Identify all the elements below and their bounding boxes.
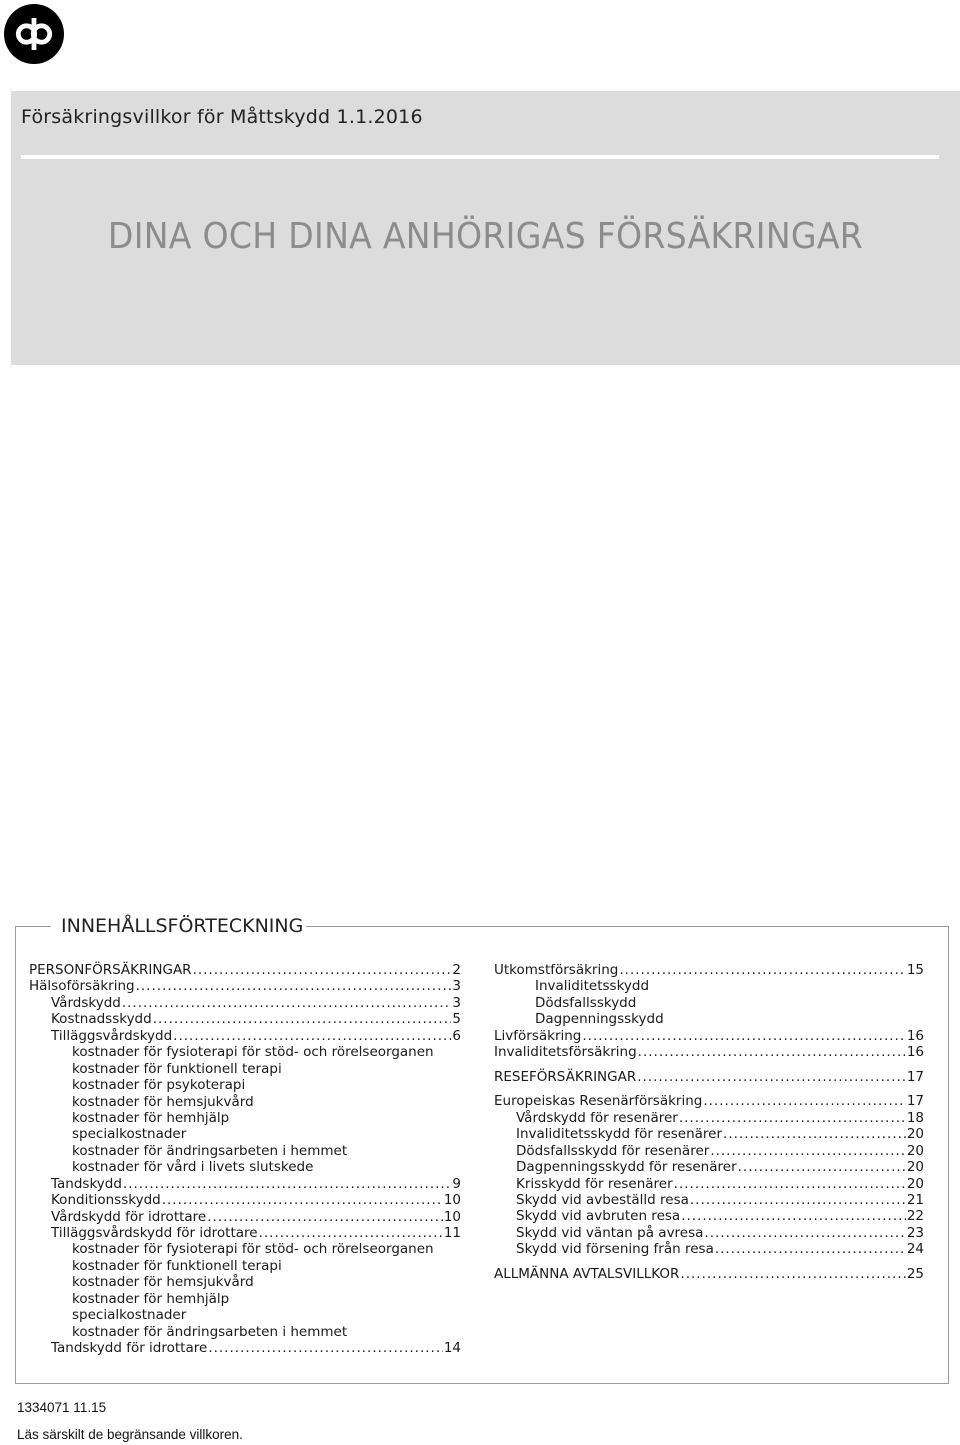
- toc-entry-label: Skydd vid avbeställd resa: [516, 1192, 689, 1209]
- toc-entry[interactable]: [494, 1093, 924, 1109]
- toc-entry-page: 23: [906, 1224, 924, 1241]
- toc-rule-right: [306, 926, 949, 927]
- toc-subitem: Invaliditetsskydd: [535, 978, 650, 995]
- section-gap: [494, 1061, 924, 1069]
- toc-entry-label: RESEFÖRSÄKRINGAR: [494, 1068, 637, 1085]
- toc-entry-page: 20: [906, 1159, 924, 1176]
- toc-subitem: kostnader för hemhjälp: [72, 1109, 230, 1126]
- toc-entry-page: 6: [452, 1027, 461, 1044]
- toc-entry-label: Vårdskydd för idrottare: [51, 1208, 207, 1225]
- toc-entry-label: Europeiskas Resenärförsäkring: [494, 1093, 703, 1110]
- toc-entry-label: ALLMÄNNA AVTALSVILLKOR: [494, 1265, 680, 1282]
- toc-entry-page: 16: [906, 1044, 924, 1061]
- section-gap: [494, 1258, 924, 1266]
- leader-dots: [153, 1011, 452, 1027]
- toc-entry[interactable]: [29, 1192, 461, 1208]
- toc-entry-label: Dödsfallsskydd för resenärer: [516, 1142, 710, 1159]
- toc-subitem: kostnader för ändringsarbeten i hemmet: [72, 1142, 348, 1159]
- leader-dots: [173, 1028, 451, 1044]
- toc-entry-label: Krisskydd för resenärer: [516, 1175, 673, 1192]
- toc-entry-page: 17: [906, 1068, 924, 1085]
- leader-dots: [715, 1241, 906, 1257]
- toc-entry-page: 20: [906, 1126, 924, 1143]
- toc-entry-label: Kostnadsskydd: [51, 1011, 152, 1028]
- toc-entry[interactable]: [29, 995, 461, 1011]
- toc-entry-label: Tandskydd för idrottare: [51, 1340, 208, 1357]
- leader-dots: [738, 1159, 906, 1175]
- leader-dots: [680, 1266, 905, 1282]
- toc-entry-label: Invaliditetsförsäkring: [494, 1044, 637, 1061]
- toc-entry-label: Vårdskydd för resenärer: [516, 1109, 678, 1126]
- toc-entry-label: Livförsäkring: [494, 1027, 582, 1044]
- toc-entry-label: Skydd vid avbruten resa: [516, 1208, 681, 1225]
- toc-entry-label: Invaliditetsskydd för resenärer: [516, 1126, 723, 1143]
- toc-entry[interactable]: [494, 1028, 924, 1044]
- document-code: 1334071 11.15: [17, 1400, 107, 1415]
- leader-dots: [122, 995, 452, 1011]
- main-heading: DINA OCH DINA ANHÖRIGAS FÖRSÄKRINGAR: [107, 216, 864, 257]
- toc-entry[interactable]: [494, 1069, 924, 1085]
- toc-entry-page: 22: [906, 1208, 924, 1225]
- leader-dots: [208, 1340, 443, 1356]
- toc-subitem: kostnader för funktionell terapi: [72, 1060, 282, 1077]
- toc-subitem: Dagpenningsskydd: [535, 1011, 664, 1028]
- toc-entry-page: 10: [443, 1208, 461, 1225]
- toc-entry-label: Tandskydd: [51, 1175, 122, 1192]
- leader-dots: [637, 1069, 906, 1085]
- toc-entry-page: 14: [443, 1340, 461, 1357]
- leader-dots: [162, 1192, 443, 1208]
- toc-entry[interactable]: [29, 978, 461, 994]
- toc-entry[interactable]: [29, 1340, 461, 1356]
- toc-subitem: Dödsfallsskydd: [535, 994, 637, 1011]
- toc-entry-label: Tilläggsvårdskydd: [51, 1027, 173, 1044]
- toc-subitem: kostnader för vård i livets slutskede: [72, 1159, 314, 1176]
- toc-entry[interactable]: [494, 1126, 924, 1142]
- leader-dots: [207, 1209, 443, 1225]
- toc-entry-label: Vårdskydd: [51, 994, 121, 1011]
- document-title: Försäkringsvillkor för Måttskydd 1.1.2016: [21, 106, 423, 128]
- leader-dots: [704, 1225, 905, 1241]
- toc-right-column: [494, 962, 924, 1282]
- toc-entry-page: 16: [906, 1027, 924, 1044]
- toc-entry-page: 24: [906, 1241, 924, 1258]
- banner-divider: [21, 155, 939, 159]
- leader-dots: [723, 1126, 906, 1142]
- toc-entry-label: Hälsoförsäkring: [29, 978, 135, 995]
- leader-dots: [136, 978, 452, 994]
- toc-entry-page: 25: [906, 1265, 924, 1282]
- toc-entry-label: Skydd vid väntan på avresa: [516, 1224, 704, 1241]
- leader-dots: [690, 1192, 906, 1208]
- toc-entry[interactable]: [494, 962, 924, 978]
- toc-entry[interactable]: [494, 1159, 924, 1175]
- toc-entry-page: 3: [452, 994, 461, 1011]
- toc-entry-label: Utkomstförsäkring: [494, 961, 619, 978]
- footer-note: Läs särskilt de begränsande villkoren.: [17, 1427, 243, 1442]
- toc-entry[interactable]: [494, 1143, 924, 1159]
- leader-dots: [679, 1110, 906, 1126]
- toc-entry-page: 18: [906, 1109, 924, 1126]
- toc-entry-page: 9: [452, 1175, 461, 1192]
- toc-subitem: specialkostnader: [72, 1307, 187, 1324]
- toc-entry[interactable]: [494, 1176, 924, 1192]
- toc-entry-page: 21: [906, 1192, 924, 1209]
- toc-entry-label: Skydd vid försening från resa: [516, 1241, 714, 1258]
- leader-dots: [123, 1176, 451, 1192]
- op-logo-icon: [4, 4, 64, 64]
- leader-dots: [193, 962, 452, 978]
- toc-entry-page: 2: [452, 961, 461, 978]
- leader-dots: [582, 1028, 905, 1044]
- toc-entry[interactable]: [29, 1011, 461, 1027]
- toc-subitem: kostnader för hemhjälp: [72, 1290, 230, 1307]
- toc-rule-left: [15, 926, 51, 927]
- toc-entry[interactable]: [29, 962, 461, 978]
- toc-entry-page: 20: [906, 1142, 924, 1159]
- toc-entry-page: 5: [452, 1011, 461, 1028]
- toc-entry-page: 15: [906, 961, 924, 978]
- toc-subitem: kostnader för fysioterapi för stöd- och rörelseorganen: [72, 1241, 434, 1258]
- toc-entry-page: 3: [452, 978, 461, 995]
- toc-subitem: kostnader för funktionell terapi: [72, 1257, 282, 1274]
- toc-entry[interactable]: [494, 1241, 924, 1257]
- toc-entry[interactable]: [29, 1225, 461, 1241]
- toc-entry-label: Konditionsskydd: [51, 1192, 161, 1209]
- section-gap: [494, 1085, 924, 1093]
- leader-dots: [674, 1176, 906, 1192]
- toc-entry[interactable]: [29, 1209, 461, 1225]
- toc-entry-label: Dagpenningsskydd för resenärer: [516, 1159, 737, 1176]
- toc-subitem: specialkostnader: [72, 1126, 187, 1143]
- toc-entry-page: 10: [443, 1192, 461, 1209]
- toc-entry-page: 11: [443, 1224, 461, 1241]
- toc-subitem: kostnader för psykoterapi: [72, 1077, 246, 1094]
- toc-subitem: kostnader för hemsjukvård: [72, 1093, 254, 1110]
- toc-entry[interactable]: [494, 1110, 924, 1126]
- toc-left-column: [29, 962, 461, 1357]
- leader-dots: [681, 1208, 906, 1224]
- toc-entry[interactable]: [494, 1266, 924, 1282]
- toc-entry[interactable]: [494, 1192, 924, 1208]
- leader-dots: [619, 962, 905, 978]
- toc-entry-label: Tilläggsvårdskydd för idrottare: [51, 1224, 258, 1241]
- leader-dots: [638, 1044, 906, 1060]
- toc-entry-label: PERSONFÖRSÄKRINGAR: [29, 961, 192, 978]
- leader-dots: [710, 1143, 906, 1159]
- toc-entry-page: 17: [906, 1093, 924, 1110]
- toc-entry[interactable]: [29, 1176, 461, 1192]
- toc-entry[interactable]: [494, 1044, 924, 1060]
- leader-dots: [259, 1225, 443, 1241]
- toc-entry[interactable]: [494, 1209, 924, 1225]
- toc-subitem: kostnader för ändringsarbeten i hemmet: [72, 1323, 348, 1340]
- toc-entry[interactable]: [29, 1028, 461, 1044]
- leader-dots: [703, 1093, 905, 1109]
- toc-subitem: kostnader för fysioterapi för stöd- och rörelseorganen: [72, 1044, 434, 1061]
- toc-entry-page: 20: [906, 1175, 924, 1192]
- toc-heading: INNEHÅLLSFÖRTECKNING: [61, 915, 304, 937]
- toc-entry[interactable]: [494, 1225, 924, 1241]
- toc-subitem: kostnader för hemsjukvård: [72, 1274, 254, 1291]
